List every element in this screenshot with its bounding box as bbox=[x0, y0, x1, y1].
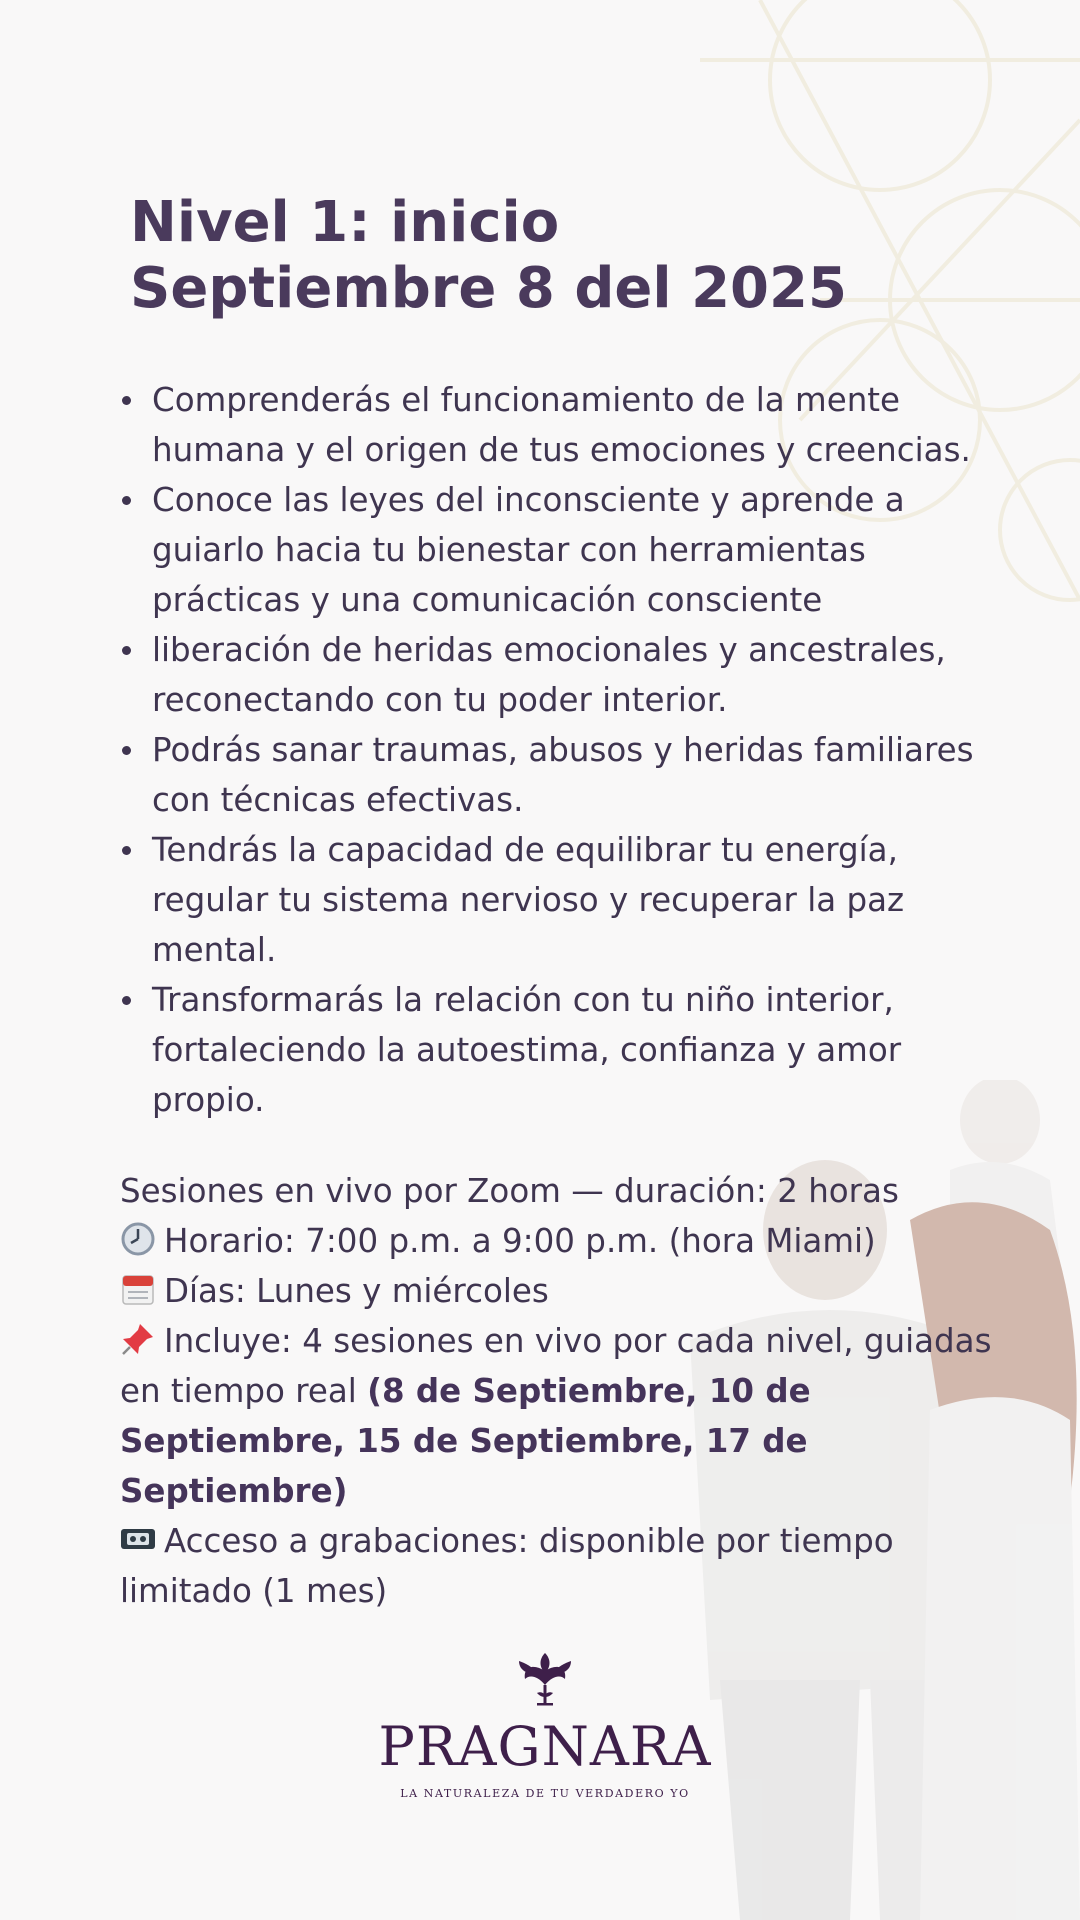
session-info bbox=[120, 1166, 1010, 1616]
includes-line bbox=[120, 1316, 1010, 1516]
title-line-level: Nivel 1: inicio bbox=[130, 190, 560, 255]
videocassette-icon bbox=[120, 1521, 156, 1557]
brand-logo bbox=[370, 1645, 720, 1805]
days-text: Días: Lunes y miércoles bbox=[164, 1272, 549, 1310]
list-item: Conoce las leyes del inconsciente y aprende a guiarlo hacia tu bienestar con herramientas prácticas y una comunicación consciente bbox=[120, 475, 1010, 625]
list-item: Transformarás la relación con tu niño interior, fortaleciendo la autoestima, confianza y amor propio. bbox=[120, 975, 1010, 1125]
page-title bbox=[130, 190, 847, 322]
list-item: Tendrás la capacidad de equilibrar tu energía, regular tu sistema nervioso y recuperar la paz mental. bbox=[120, 825, 1010, 975]
calendar-icon bbox=[120, 1271, 156, 1307]
sessions-text: Sesiones en vivo por Zoom — duración: 2 horas bbox=[120, 1172, 899, 1210]
recordings-line bbox=[120, 1516, 1010, 1616]
lotus-emblem-icon bbox=[515, 1645, 575, 1713]
list-item: liberación de heridas emocionales y ancestrales, reconectando con tu poder interior. bbox=[120, 625, 1010, 725]
includes-text: Incluye: 4 sesiones en vivo por cada nivel, guiadas en tiempo real bbox=[120, 1322, 992, 1410]
schedule-line bbox=[120, 1216, 1010, 1266]
brand-name: PRAGNARA bbox=[378, 1715, 712, 1778]
pushpin-icon bbox=[120, 1321, 156, 1357]
list-item: Comprenderás el funcionamiento de la mente humana y el origen de tus emociones y creencias. bbox=[120, 375, 1010, 475]
clock-icon bbox=[120, 1221, 156, 1257]
benefits-list bbox=[120, 375, 1010, 1125]
days-line bbox=[120, 1266, 1010, 1316]
session-dates: (8 de Septiembre, 10 de Septiembre, 15 de Septiembre, 17 de Septiembre) bbox=[120, 1372, 811, 1510]
title-line-date: Septiembre 8 del 2025 bbox=[130, 256, 847, 321]
list-item: Podrás sanar traumas, abusos y heridas familiares con técnicas efectivas. bbox=[120, 725, 1010, 825]
schedule-text: Horario: 7:00 p.m. a 9:00 p.m. (hora Miami) bbox=[164, 1222, 876, 1260]
recordings-text: Acceso a grabaciones: disponible por tiempo limitado (1 mes) bbox=[120, 1522, 894, 1610]
brand-tagline: LA NATURALEZA DE TU VERDADERO YO bbox=[400, 1787, 690, 1800]
